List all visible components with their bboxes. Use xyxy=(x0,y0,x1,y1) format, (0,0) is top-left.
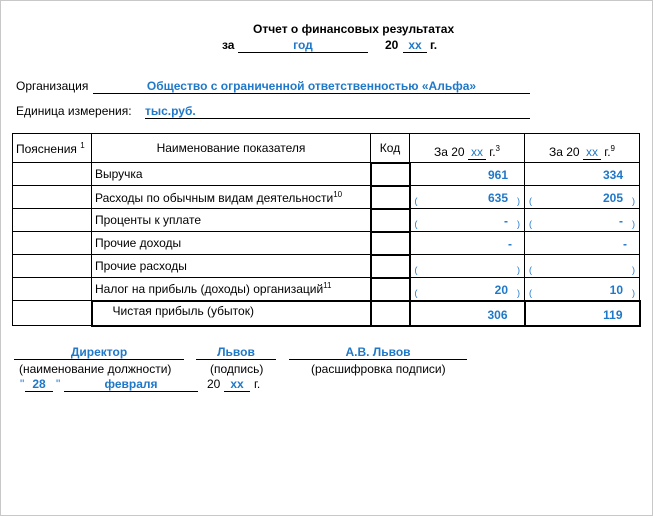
table-row xyxy=(13,278,640,301)
period-year-value: xx xyxy=(403,38,427,53)
signature-name: А.В. Львов xyxy=(289,345,467,360)
row-value-2: ( ) xyxy=(525,255,640,278)
row-value-1: 306 xyxy=(410,301,525,326)
period-year-prefix: 20 xyxy=(385,38,399,52)
date-month: февраля xyxy=(64,377,198,392)
table-row xyxy=(13,163,640,186)
row-value-2: ( 205 ) xyxy=(525,186,640,209)
table-row-total xyxy=(13,301,640,326)
date-year: xx xyxy=(224,377,250,392)
report-table xyxy=(12,133,641,327)
header-col2: За 20 xx г.$^9$ xyxy=(525,134,640,163)
signature-position-caption: (наименование должности) xyxy=(19,362,172,376)
header-indicator: Наименование показателя xyxy=(92,134,371,163)
row-name: Прочие доходы xyxy=(92,232,371,255)
date-quote-open: " xyxy=(20,377,25,391)
signature-position: Директор xyxy=(14,345,184,360)
row-value-2: - xyxy=(525,232,640,255)
row-value-1: ( 20 ) xyxy=(410,278,525,301)
row-name: Прочие расходы xyxy=(92,255,371,278)
date-year-prefix: 20 xyxy=(207,377,221,391)
header-code: Код xyxy=(371,134,410,163)
period-prefix: за xyxy=(222,38,235,52)
row-value-2: 334 xyxy=(525,163,640,186)
row-value-2: ( 10 ) xyxy=(525,278,640,301)
row-name: Расходы по обычным видам деятельности$^{10}$ xyxy=(92,186,371,209)
signature-sign: Львов xyxy=(196,345,276,360)
organization-label: Организация xyxy=(16,79,89,93)
unit-label: Единица измерения: xyxy=(16,104,132,118)
period-year-suffix: г. xyxy=(430,38,438,52)
row-name: Чистая прибыль (убыток) xyxy=(92,301,371,326)
header-notes: Пояснения $^1$ xyxy=(13,134,92,163)
date-quote-close: " xyxy=(56,377,61,391)
row-name: Выручка xyxy=(92,163,371,186)
organization-value: Общество с ограниченной ответственностью «Альфа» xyxy=(93,79,530,94)
report-title: Отчет о финансовых результатах xyxy=(253,22,455,36)
row-value-1: ( ) xyxy=(410,255,525,278)
row-value-1: ( 635 ) xyxy=(410,186,525,209)
row-value-2: 119 xyxy=(525,301,640,326)
signature-name-caption: (расшифровка подписи) xyxy=(311,362,446,376)
row-value-1: - xyxy=(410,232,525,255)
row-value-2: ( - ) xyxy=(525,209,640,232)
row-value-1: 961 xyxy=(410,163,525,186)
signature-sign-caption: (подпись) xyxy=(210,362,264,376)
table-row xyxy=(13,232,640,255)
table-row xyxy=(13,209,640,232)
table-header-row xyxy=(13,134,640,163)
row-name: Налог на прибыль (доходы) организаций$^{11}$ xyxy=(92,278,371,301)
period-value: год xyxy=(238,38,368,53)
row-name: Проценты к уплате xyxy=(92,209,371,232)
row-value-1: ( - ) xyxy=(410,209,525,232)
date-year-suffix: г. xyxy=(254,377,261,391)
table-row xyxy=(13,186,640,209)
header-col1: За 20 xx г.$^3$ xyxy=(410,134,525,163)
unit-value: тыс.руб. xyxy=(145,104,530,119)
table-row xyxy=(13,255,640,278)
date-day: 28 xyxy=(25,377,53,392)
